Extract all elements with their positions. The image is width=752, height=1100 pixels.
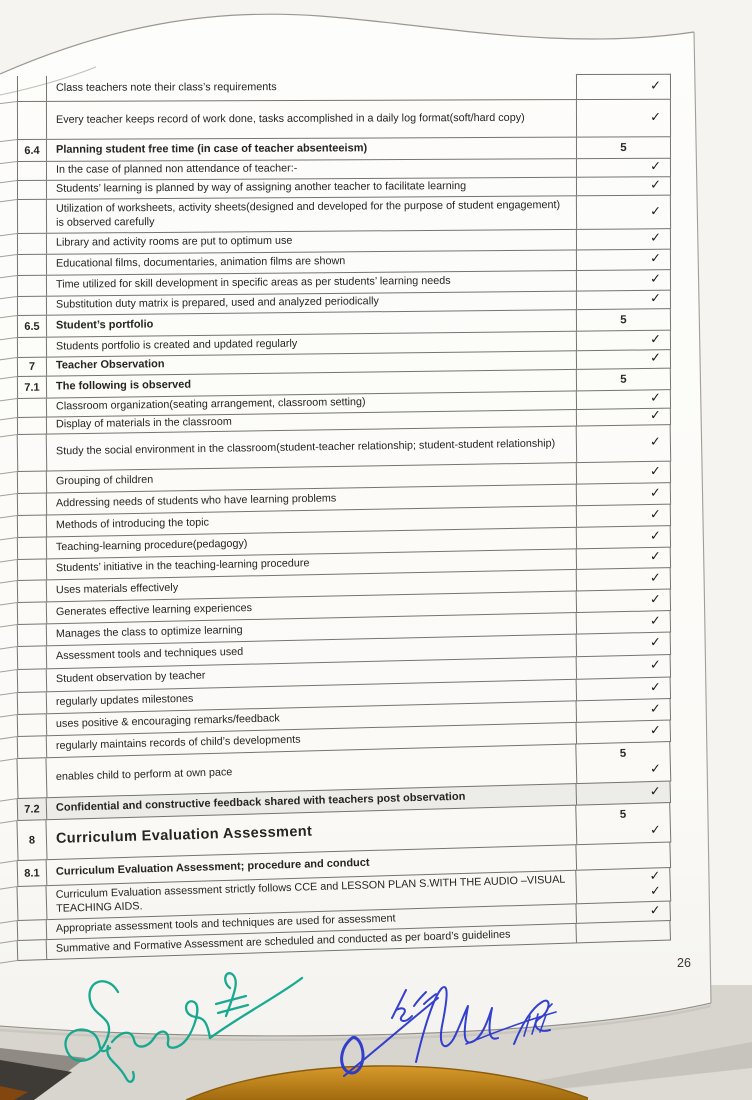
checkmark-icon: ✓ [649, 506, 662, 522]
row-score-cell [576, 309, 671, 331]
row-score-cell [576, 677, 671, 700]
row-score-cell [575, 842, 671, 870]
row-score-cell [576, 350, 671, 369]
checkmark-icon: ✓ [649, 271, 662, 287]
checkmark-icon: ✓ [650, 203, 662, 219]
row-text: Library and activity rooms are put to optimum use [55, 235, 293, 250]
table-row [17, 99, 671, 140]
row-score-cell [576, 547, 671, 569]
row-score-cell [576, 249, 671, 270]
row-section-number [17, 537, 47, 559]
row-text: Generates effective learning experiences [55, 601, 253, 619]
row-score-cell [576, 330, 671, 350]
row-text: Students’ learning is planned by way of assigning another teacher to facilitate learning [55, 180, 467, 196]
row-score-cell [575, 867, 671, 903]
row-text: Teaching-learning procedure(pedagogy) [55, 537, 248, 554]
row-text: enables child to perform at own pace [55, 766, 233, 783]
row-score-cell [575, 742, 671, 784]
row-section-number [17, 736, 48, 758]
row-score-cell [576, 408, 671, 425]
checkmark-icon: ✓ [649, 463, 662, 479]
row-section-number [17, 435, 48, 471]
row-score-cell [576, 568, 671, 591]
row-section-number [17, 255, 47, 275]
checkmark-icon: ✓ [649, 408, 662, 424]
checkmark-icon: ✓ [649, 783, 661, 800]
checkmark-icon: ✓ [649, 613, 661, 629]
page-number: 26 [677, 956, 691, 970]
row-score-cell [576, 158, 671, 177]
checkmark-icon: ✓ [649, 331, 662, 347]
row-score-cell [576, 611, 671, 634]
row-section-number [17, 646, 47, 669]
checkmark-icon: ✓ [649, 679, 661, 696]
row-section-number [17, 200, 47, 233]
row-score-cell [576, 368, 671, 390]
row-section-number [17, 714, 48, 736]
row-section-number [17, 580, 47, 602]
row-text: Educational films, documentaries, animation films are shown [55, 255, 346, 271]
row-section-number [17, 624, 47, 646]
checkmark-icon: ✓ [649, 528, 662, 544]
row-section-number [16, 886, 47, 920]
row-section-number [17, 338, 47, 357]
row-score-cell [576, 229, 671, 250]
row-text: Every teacher keeps record of work done, tasks accomplished in a daily log format(soft/hard copy) [55, 111, 525, 126]
row-section-number [17, 234, 47, 254]
checkmark-icon: ✓ [650, 109, 662, 125]
row-text: Addressing needs of students who have learning problems [55, 492, 337, 510]
row-section-number: 8.1 [17, 860, 48, 886]
checkmark-icon: ✓ [650, 230, 662, 246]
row-score-cell [575, 920, 671, 942]
row-text: Utilization of worksheets, activity sheets(designed and developed for the purpose of student engagement) is observed carefully [55, 199, 561, 229]
checkmark-icon: ✓ [649, 635, 661, 651]
row-section-number: 8 [16, 820, 47, 860]
checklist-table [17, 76, 671, 961]
row-score-cell [576, 632, 671, 656]
row-text: Student observation by teacher [55, 669, 206, 686]
row-section-number [17, 276, 47, 296]
row-section-number: 6.5 [17, 316, 47, 337]
row-text: Students portfolio is created and updated regularly [55, 337, 298, 353]
row-score-cell [575, 901, 671, 923]
row-text: Manages the class to optimize learning [55, 623, 243, 641]
row-section-number [17, 76, 47, 101]
row-score-cell [575, 781, 671, 805]
checkmark-icon: ✓ [649, 390, 662, 406]
checkmark-icon: ✓ [649, 350, 662, 366]
row-section-number [17, 940, 48, 960]
checkmark-icon: ✓ [649, 884, 662, 900]
row-score-cell [576, 74, 671, 99]
row-text: Study the social environment in the classroom(student-teacher relationship; student-student relationship) [55, 437, 556, 458]
row-section-number: 6.4 [17, 140, 47, 161]
row-text: uses positive & encouraging remarks/feedback [55, 712, 280, 730]
checkmark-icon: ✓ [649, 657, 661, 674]
row-section-number [17, 162, 47, 180]
checkmark-icon: ✓ [649, 722, 661, 739]
row-score-cell [576, 290, 671, 309]
row-section-number [17, 297, 47, 315]
row-text: regularly maintains records of child’s developments [55, 733, 301, 752]
score-value: 5 [620, 373, 627, 386]
row-section-number: 7.2 [17, 798, 48, 820]
row-section-number [16, 758, 47, 798]
checkmark-icon: ✓ [650, 78, 662, 94]
row-section-number [17, 102, 47, 139]
table-row [17, 195, 671, 234]
row-score-cell [576, 699, 671, 722]
row-text: The following is observed [55, 378, 192, 393]
row-score-cell [575, 802, 671, 844]
checkmark-icon: ✓ [649, 434, 662, 450]
checkmark-icon: ✓ [649, 549, 662, 565]
score-value: 5 [620, 141, 627, 154]
row-score-cell [576, 390, 671, 409]
checkmark-icon: ✓ [649, 591, 661, 607]
row-text: Appropriate assessment tools and techniques are used for assessment [55, 912, 396, 935]
row-text: Methods of introducing the topic [55, 516, 210, 532]
row-text: Display of materials in the classroom [55, 416, 232, 431]
row-text: Curriculum Evaluation Assessment; procedure and conduct [55, 856, 370, 878]
score-value: 5 [620, 313, 627, 326]
checkmark-icon: ✓ [649, 570, 661, 586]
row-score-cell [576, 99, 671, 136]
row-text: Classroom organization(seating arrangement, classroom setting) [55, 396, 366, 413]
row-section-number [17, 493, 47, 515]
row-text: Students’ initiative in the teaching-learning procedure [55, 557, 310, 575]
row-section-number: 7.1 [17, 377, 47, 398]
row-section-number [17, 418, 47, 434]
row-score-cell [576, 270, 671, 291]
checkmark-icon: ✓ [649, 485, 662, 501]
row-text: Summative and Formative Assessment are scheduled and conducted as per board’s guidelines [55, 928, 511, 955]
row-text: Assessment tools and techniques used [55, 646, 244, 663]
row-text: Class teachers note their class’s requirements [55, 80, 277, 94]
row-text: Grouping of children [55, 473, 154, 488]
row-text: In the case of planned non attendance of teacher:- [55, 162, 298, 177]
row-score-cell [576, 425, 672, 463]
row-score-cell [576, 461, 671, 484]
row-text: Uses materials effectively [55, 581, 179, 597]
row-score-cell [576, 589, 671, 612]
checkmark-icon: ✓ [650, 159, 662, 175]
row-score-cell [576, 137, 671, 158]
row-section-number [17, 399, 47, 417]
checkmark-icon: ✓ [649, 762, 662, 778]
table-row [17, 74, 671, 102]
row-section-number [17, 515, 47, 537]
row-score-cell [576, 483, 671, 506]
row-section-number [17, 472, 47, 493]
row-text: Student’s portfolio [55, 318, 154, 332]
row-section-number [17, 692, 48, 714]
row-score-cell [576, 177, 671, 196]
row-text: Planning student free time (in case of teacher absenteeism) [55, 142, 368, 156]
row-score-cell [576, 195, 671, 229]
row-text: Curriculum Evaluation assessment strictly follows CCE and LESSON PLAN S.WITH THE AUDIO –VISUAL TEACHING AIDS. [55, 873, 566, 915]
row-score-cell [576, 720, 672, 743]
row-text: Substitution duty matrix is prepared, used and analyzed periodically [55, 295, 379, 311]
checkmark-icon: ✓ [649, 902, 661, 919]
row-section-number [17, 181, 47, 199]
row-score-cell [576, 655, 671, 679]
checkmark-icon: ✓ [650, 177, 662, 193]
row-section-number [17, 602, 47, 624]
row-text: Teacher Observation [55, 358, 165, 372]
row-text: Time utilized for skill development in specific areas as per students’ learning needs [55, 275, 451, 292]
row-section-number [17, 920, 48, 940]
score-value: 5 [619, 808, 627, 821]
checkmark-icon: ✓ [649, 823, 662, 839]
row-text: Confidential and constructive feedback shared with teachers post observation [55, 790, 466, 814]
checkmark-icon: ✓ [649, 251, 662, 267]
row-score-cell [576, 526, 671, 549]
checkmark-icon: ✓ [649, 291, 662, 307]
row-section-number [17, 669, 48, 692]
row-text: Curriculum Evaluation Assessment [55, 823, 313, 847]
row-section-number: 7 [17, 358, 47, 376]
row-section-number [17, 559, 47, 580]
row-text: regularly updates milestones [55, 692, 194, 708]
checkmark-icon: ✓ [649, 868, 661, 884]
checkmark-icon: ✓ [649, 701, 661, 717]
score-value: 5 [619, 747, 627, 760]
row-score-cell [576, 504, 671, 527]
